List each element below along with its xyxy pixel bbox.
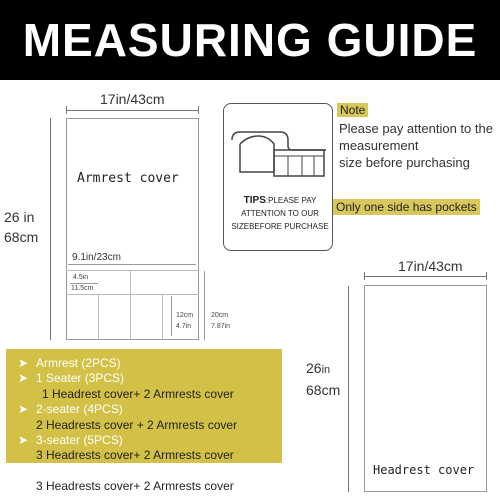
list-item: ➤ 3-seater (5PCS) (18, 433, 123, 448)
headrest-height-unit: in (321, 364, 331, 376)
note-line-1: Please pay attention to the (339, 121, 493, 136)
pocket-top-edge (66, 270, 199, 271)
pocket-height-in-label: 4.7in (176, 323, 192, 330)
pocket-divider-1 (98, 294, 99, 340)
page-title: MEASURING GUIDE (22, 14, 478, 66)
arrow-right-icon: ➤ (18, 356, 29, 370)
tips-prefix: TIPS (243, 195, 266, 206)
armrest-width-tick-left (66, 106, 67, 114)
pocket-small-in-label: 4.5in (73, 274, 89, 281)
headrest-width-line (364, 276, 487, 277)
note-line-3: size before purchasing (339, 155, 470, 170)
arrow-right-icon: ➤ (18, 463, 29, 478)
pocket-divider-2 (130, 270, 131, 340)
armrest-cover-label: Armrest cover (77, 171, 179, 186)
arrow-right-icon: ➤ (18, 371, 29, 386)
tips-text (228, 194, 332, 233)
pockets-note: Only one side has pockets (333, 199, 480, 215)
headrest-width-label: 17in/43cm (398, 258, 463, 274)
armrest-cover-shape (66, 118, 199, 340)
pocket-mid-edge (66, 294, 199, 295)
list-item: 1 Headrest cover+ 2 Armrests cover (42, 386, 234, 401)
tips-line-3: SIZEBEFORE PURCHASE (231, 222, 329, 231)
list-item: ➤ 1 Seater (3PCS) (18, 371, 125, 386)
armrest-height-line (50, 118, 51, 340)
armrest-height-in-label: 26 in (4, 209, 35, 225)
list-item: ➤ Chaise longue (5PCS) (18, 463, 156, 478)
armrest-width-label: 17in/43cm (100, 91, 165, 107)
package-list (18, 356, 237, 495)
pocket-width-label: 9.1in/23cm (72, 252, 121, 263)
pocket-small-cm-label: 11.5cm (71, 285, 94, 292)
tips-line-2: ATTENTION TO OUR (241, 209, 319, 218)
pocket-small-line (70, 283, 98, 284)
armrest-width-tick-right (198, 106, 199, 114)
title-bar (0, 0, 500, 80)
arrow-right-icon: ➤ (18, 433, 29, 448)
headrest-height-line (348, 286, 349, 492)
note-label: Note (337, 103, 368, 117)
headrest-width-tick-right (486, 272, 487, 280)
headrest-height-cm-label: 68cm (306, 382, 341, 398)
armrest-product-icon (226, 110, 330, 190)
list-item: 3 Headrests cover+ 2 Armrests cover (36, 479, 234, 494)
headrest-height-number: 26 (306, 360, 322, 376)
headrest-width-tick-left (364, 272, 365, 280)
arrow-right-icon: ➤ (18, 402, 29, 417)
note-line-2: measurement (339, 138, 419, 153)
headrest-height-in-label (306, 360, 330, 376)
pocket-height-cm-label: 12cm (176, 312, 194, 319)
headrest-cover-shape (364, 285, 487, 492)
pocket-width-line (68, 264, 196, 265)
headrest-cover-label: Headrest cover (373, 463, 475, 477)
note-text (339, 120, 493, 171)
list-item: 2 Headrests cover + 2 Armrests cover (36, 417, 238, 432)
pocket-divider-3 (162, 294, 163, 340)
list-item: 3 Headrests cover+ 2 Armrests cover (36, 448, 234, 463)
pocket-height-line (171, 296, 172, 336)
tips-line-1: :PLEASE PAY (265, 196, 317, 205)
pocket-total-line (204, 271, 205, 340)
pocket-total-in-label: 7.87in (211, 323, 231, 330)
armrest-width-line (66, 110, 199, 111)
list-item: ➤ Armrest (2PCS) (18, 356, 121, 370)
list-item: ➤ 2-seater (4PCS) (18, 402, 123, 417)
armrest-height-cm-label: 68cm (4, 229, 39, 245)
pocket-total-cm-label: 20cm (211, 312, 229, 319)
